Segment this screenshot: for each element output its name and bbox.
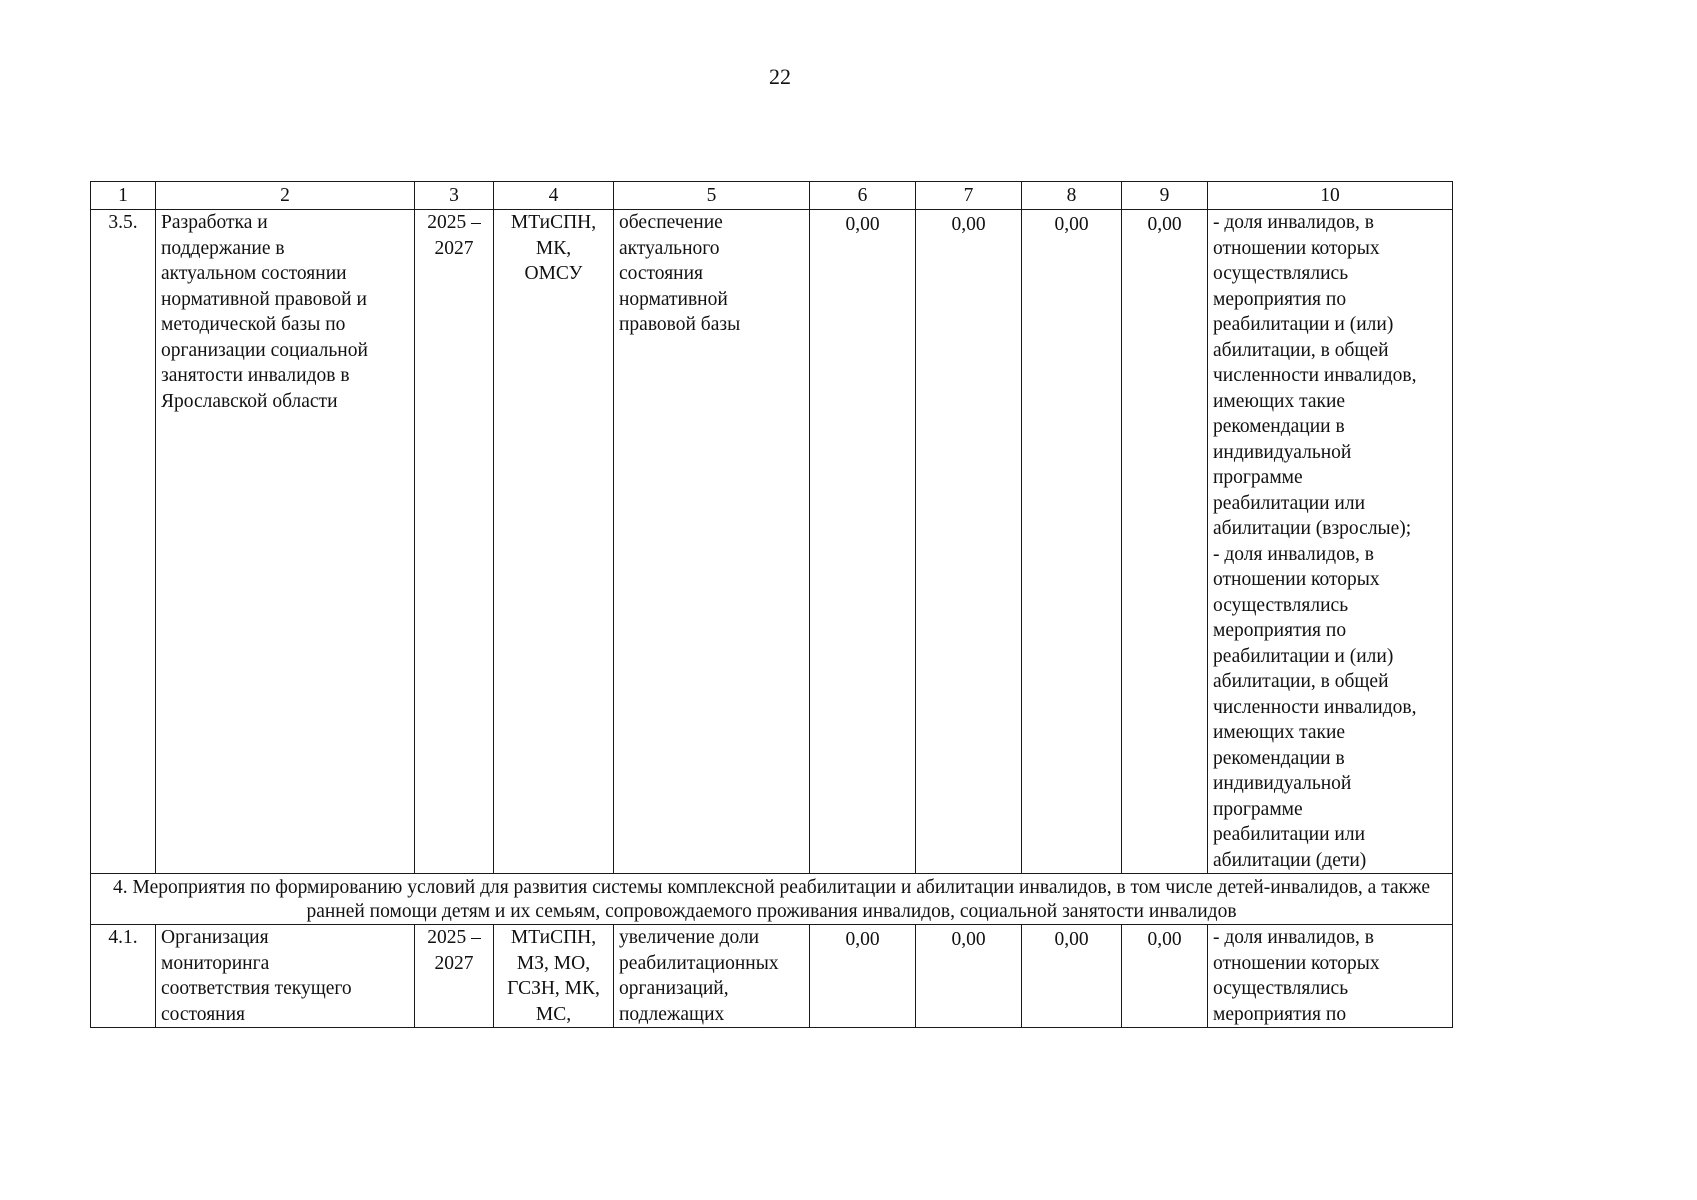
measures-table — [90, 181, 1453, 1028]
row-number: 4.1. — [91, 925, 156, 1028]
executors: МТиСПН, МЗ, МО, ГСЗН, МК, МС, — [494, 925, 614, 1028]
table-row — [91, 925, 1453, 1028]
column-header: 9 — [1122, 182, 1208, 210]
value-cell: 0,00 — [1122, 925, 1208, 1028]
column-header: 6 — [810, 182, 916, 210]
column-header: 5 — [614, 182, 810, 210]
measure-name: Разработка и поддержание в актуальном состоянии нормативной правовой и методической базы по организации социальной занятости инвалидов в Ярославской области — [156, 210, 415, 874]
table-header-row — [91, 182, 1453, 210]
column-header: 3 — [415, 182, 494, 210]
expected-result: увеличение доли реабилитационных организаций, подлежащих — [614, 925, 810, 1028]
column-header: 4 — [494, 182, 614, 210]
value-cell: 0,00 — [916, 210, 1022, 874]
column-header: 2 — [156, 182, 415, 210]
period: 2025 – 2027 — [415, 925, 494, 1028]
value-cell: 0,00 — [810, 210, 916, 874]
value-cell: 0,00 — [1122, 210, 1208, 874]
section-heading-row — [91, 874, 1453, 925]
indicators: - доля инвалидов, в отношении которых осуществлялись мероприятия по реабилитации и (или) абилитации, в общей численности инвалидов, имеющих такие рекомендации в индивидуальной программе реабилитации или абилитации (взрослые); - доля инвалидов, в отношении которых осуществлялись мероприятия по реабилитации и (или) абилитации, в общей численности инвалидов, имеющих такие рекомендации в индивидуальной программе реабилитации или абилитации (дети) — [1208, 210, 1453, 874]
measure-name: Организация мониторинга соответствия текущего состояния — [156, 925, 415, 1028]
column-header: 10 — [1208, 182, 1453, 210]
row-number: 3.5. — [91, 210, 156, 874]
column-header: 1 — [91, 182, 156, 210]
period: 2025 – 2027 — [415, 210, 494, 874]
column-header: 8 — [1022, 182, 1122, 210]
column-header: 7 — [916, 182, 1022, 210]
executors: МТиСПН, МК, ОМСУ — [494, 210, 614, 874]
value-cell: 0,00 — [1022, 925, 1122, 1028]
indicators: - доля инвалидов, в отношении которых осуществлялись мероприятия по — [1208, 925, 1453, 1028]
value-cell: 0,00 — [1022, 210, 1122, 874]
value-cell: 0,00 — [810, 925, 916, 1028]
expected-result: обеспечение актуального состояния нормативной правовой базы — [614, 210, 810, 874]
value-cell: 0,00 — [916, 925, 1022, 1028]
section-heading: 4. Мероприятия по формированию условий для развития системы комплексной реабилитации и абилитации инвалидов, в том числе детей-инвалидов, а также ранней помощи детям и их семьям, сопровождаемого проживания инвалидов, социальной занятости инвалидов — [91, 874, 1453, 925]
table-row — [91, 210, 1453, 874]
page-number: 22 — [769, 64, 791, 89]
